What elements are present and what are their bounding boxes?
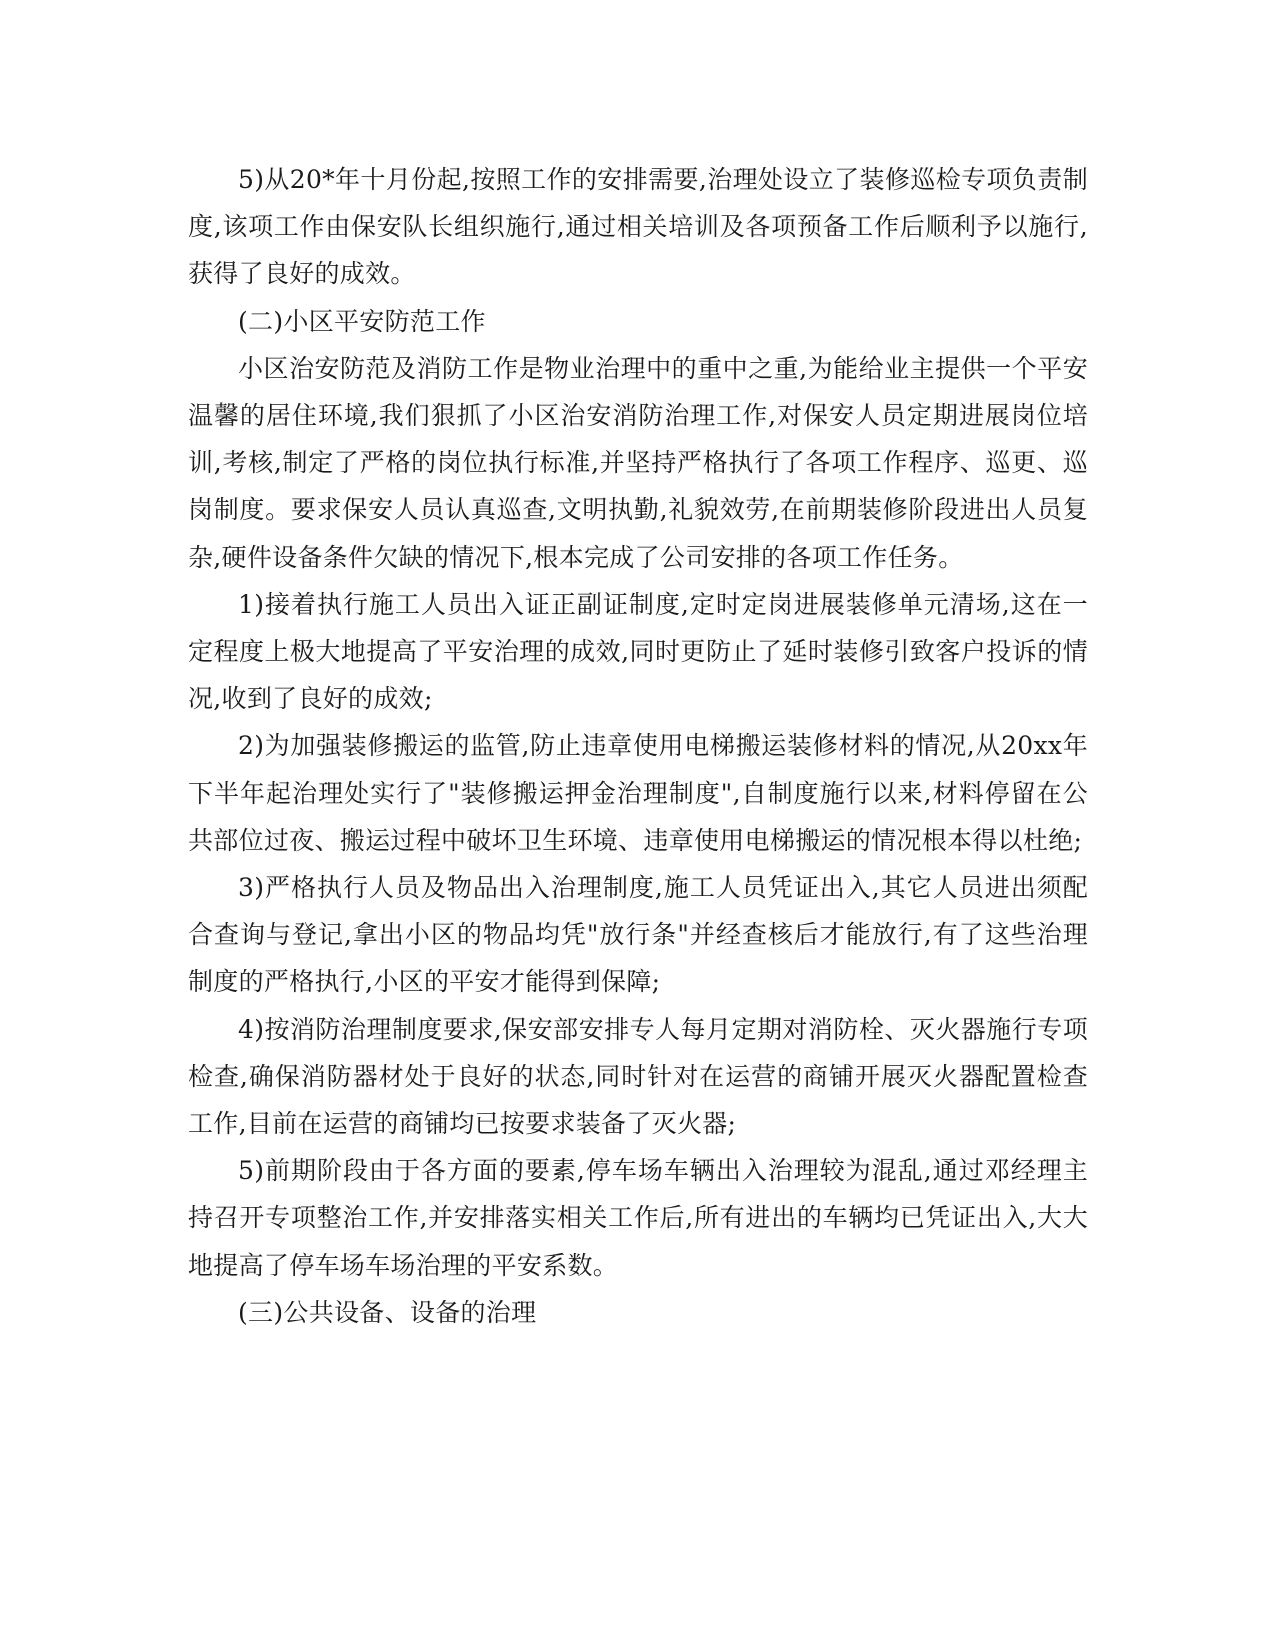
paragraph-item-2: 2)为加强装修搬运的监管,防止违章使用电梯搬运装修材料的情况,从20xx年下半年起治理处实行了"装修搬运押金治理制度",自制度施行以来,材料停留在公共部位过夜、搬运过程中破坏卫生环境、违章使用电梯搬运的情况根本得以杜绝; xyxy=(188,731,1088,855)
paragraph-item-5: 5)前期阶段由于各方面的要素,停车场车辆出入治理较为混乱,通过邓经理主持召开专项整治工作,并安排落实相关工作后,所有进出的车辆均已凭证出入,大大地提高了停车场车场治理的平安系数。 xyxy=(188,1156,1088,1280)
paragraph-item-4: 4)按消防治理制度要求,保安部安排专人每月定期对消防栓、灭火器施行专项检查,确保消防器材处于良好的状态,同时针对在运营的商铺开展灭火器配置检查工作,目前在运营的商铺均已按要求装备了灭火器; xyxy=(188,1014,1088,1139)
section-heading-security: (二)小区平安防范工作 xyxy=(238,306,486,336)
paragraph-decoration-inspection: 5)从20*年十月份起,按照工作的安排需要,治理处设立了装修巡检专项负责制度,该项工作由保安队长组织施行,通过相关培训及各项预备工作后顺利予以施行,获得了良好的成效。 xyxy=(188,165,1088,289)
section-heading-facilities: (三)公共设备、设备的治理 xyxy=(238,1297,537,1327)
paragraph-item-1: 1)接着执行施工人员出入证正副证制度,定时定岗进展装修单元清场,这在一定程度上极大地提高了平安治理的成效,同时更防止了延时装修引致客户投诉的情况,收到了良好的成效; xyxy=(188,589,1088,714)
paragraph-item-3: 3)严格执行人员及物品出入治理制度,施工人员凭证出入,其它人员进出须配合查询与登记,拿出小区的物品均凭"放行条"并经查核后才能放行,有了这些治理制度的严格执行,小区的平安才能得到保障; xyxy=(188,873,1088,997)
document-body xyxy=(188,156,1088,1336)
paragraph-security-overview: 小区治安防范及消防工作是物业治理中的重中之重,为能给业主提供一个平安温馨的居住环境,我们狠抓了小区治安消防治理工作,对保安人员定期进展岗位培训,考核,制定了严格的岗位执行标准,并坚持严格执行了各项工作程序、巡更、巡岗制度。要求保安人员认真巡查,文明执勤,礼貌效劳,在前期装修阶段进出人员复杂,硬件设备条件欠缺的情况下,根本完成了公司安排的各项工作任务。 xyxy=(188,353,1088,572)
